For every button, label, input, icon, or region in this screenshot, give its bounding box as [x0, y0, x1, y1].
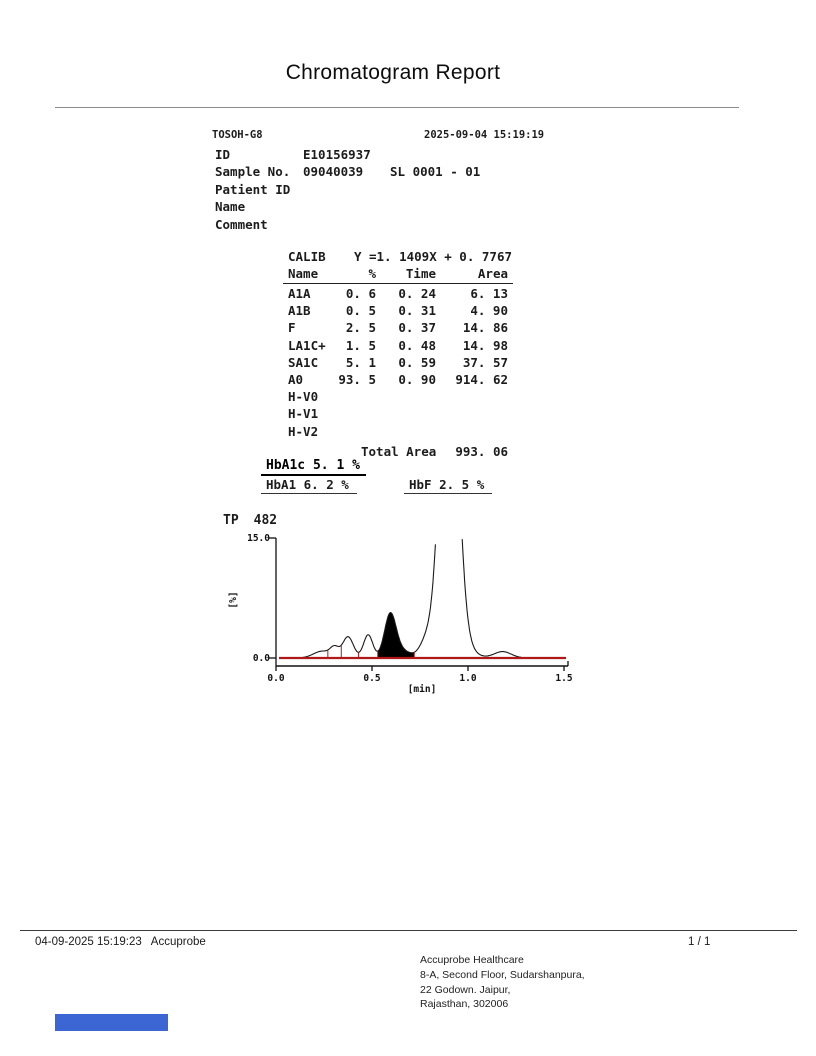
report-datetime: 2025-09-04 15:19:19 — [424, 129, 545, 141]
address-line: 22 Godown. Jaipur, — [420, 983, 511, 996]
table-row — [283, 389, 513, 406]
tp-label: TP — [223, 513, 239, 528]
table-cell: 14. 86 — [462, 320, 508, 336]
footer-printed-by: Accuprobe — [150, 936, 206, 948]
field-label: Sample No. — [215, 164, 291, 180]
calib-table-header — [283, 266, 513, 284]
field-row-patient-id — [212, 182, 572, 199]
table-cell: H-V0 — [288, 389, 319, 405]
field-row-sample-no — [212, 164, 572, 181]
table-row — [283, 338, 513, 355]
field-row-name — [212, 199, 572, 216]
table-cell: 1. 5 — [345, 337, 376, 353]
field-extra: SL 0001 - 01 — [390, 164, 481, 180]
table-cell: A0 — [288, 371, 304, 387]
table-cell: 2. 5 — [345, 320, 376, 336]
table-cell: 914. 62 — [455, 371, 508, 387]
footer-printed-info — [35, 936, 206, 948]
table-row — [283, 303, 513, 320]
column-header-time: Time — [405, 266, 436, 281]
header-divider — [55, 107, 739, 108]
column-header-pct: % — [368, 266, 376, 281]
column-header-area: Area — [477, 266, 508, 281]
table-row — [283, 424, 513, 441]
table-cell: 14. 98 — [462, 337, 508, 353]
field-value: 09040039 — [303, 164, 364, 180]
field-label: Patient ID — [215, 181, 291, 197]
table-cell: 0. 5 — [345, 303, 376, 319]
svg-text:[min]: [min] — [407, 684, 437, 695]
svg-text:1.0: 1.0 — [459, 673, 477, 684]
table-cell: SA1C — [288, 354, 319, 370]
table-cell: H-V2 — [288, 423, 319, 439]
address-line: Rajasthan, 302006 — [420, 998, 509, 1011]
chromatogram-plot — [222, 520, 582, 698]
svg-text:1.5: 1.5 — [555, 673, 573, 684]
table-cell: 0. 24 — [398, 286, 436, 301]
calib-line — [283, 249, 513, 267]
table-cell: 6. 13 — [470, 286, 508, 301]
footer-blue-bar — [55, 1014, 168, 1031]
table-cell: A1B — [288, 303, 311, 319]
page-title: Chromatogram Report — [285, 61, 501, 84]
table-cell: 93. 5 — [338, 371, 376, 387]
table-cell: H-V1 — [288, 406, 319, 422]
footer-datetime: 04-09-2025 15:19:23 — [35, 936, 142, 948]
calib-table-rows — [283, 286, 513, 441]
table-cell: 0. 90 — [398, 371, 436, 387]
total-area-value: 993. 06 — [455, 444, 508, 459]
svg-text:0.5: 0.5 — [363, 673, 381, 684]
field-label: Name — [215, 199, 246, 215]
field-label: ID — [215, 147, 231, 162]
field-label: Comment — [215, 216, 268, 232]
svg-text:15.0: 15.0 — [247, 533, 270, 544]
table-row — [283, 286, 513, 303]
device-name: TOSOH-G8 — [212, 129, 263, 141]
address-line: 8-A, Second Floor, Sudarshanpura, — [420, 968, 585, 981]
result-hba1: HbA1 6. 2 % — [261, 477, 357, 494]
table-cell: 0. 48 — [398, 337, 436, 353]
table-cell: LA1C+ — [288, 337, 326, 353]
table-cell: 0. 37 — [398, 320, 436, 336]
svg-text:[%]: [%] — [228, 591, 239, 609]
table-cell: 4. 90 — [470, 303, 508, 319]
field-row-comment — [212, 217, 572, 234]
address-line: Accuprobe Healthcare — [420, 954, 524, 966]
report-header-block — [212, 129, 572, 234]
table-cell: 37. 57 — [462, 354, 508, 370]
calib-equation: Y =1. 1409X + 0. 7767 — [353, 249, 512, 264]
field-row-id — [212, 147, 572, 164]
result-hba1c: HbA1c 5. 1 % — [261, 458, 366, 476]
table-row — [283, 355, 513, 372]
table-row — [283, 406, 513, 423]
footer-divider — [20, 930, 797, 931]
field-value: E10156937 — [303, 147, 371, 162]
column-header-name: Name — [288, 266, 319, 281]
table-cell: A1A — [288, 286, 311, 301]
table-cell: 0. 31 — [398, 303, 436, 319]
total-area-label: Total Area — [361, 444, 437, 459]
table-cell: F — [288, 320, 296, 336]
table-row — [283, 372, 513, 389]
svg-text:0.0: 0.0 — [267, 673, 285, 684]
page-number: 1 / 1 — [688, 936, 711, 948]
svg-text:0.0: 0.0 — [252, 653, 270, 664]
table-cell: 5. 1 — [345, 354, 376, 370]
device-line — [212, 129, 572, 147]
result-hbf: HbF 2. 5 % — [404, 477, 492, 494]
address-block — [420, 953, 585, 1012]
calib-label: CALIB — [288, 249, 326, 264]
table-cell: 0. 6 — [345, 286, 376, 301]
table-cell: 0. 59 — [398, 354, 436, 370]
table-row — [283, 320, 513, 337]
tp-value: 482 — [253, 513, 278, 528]
